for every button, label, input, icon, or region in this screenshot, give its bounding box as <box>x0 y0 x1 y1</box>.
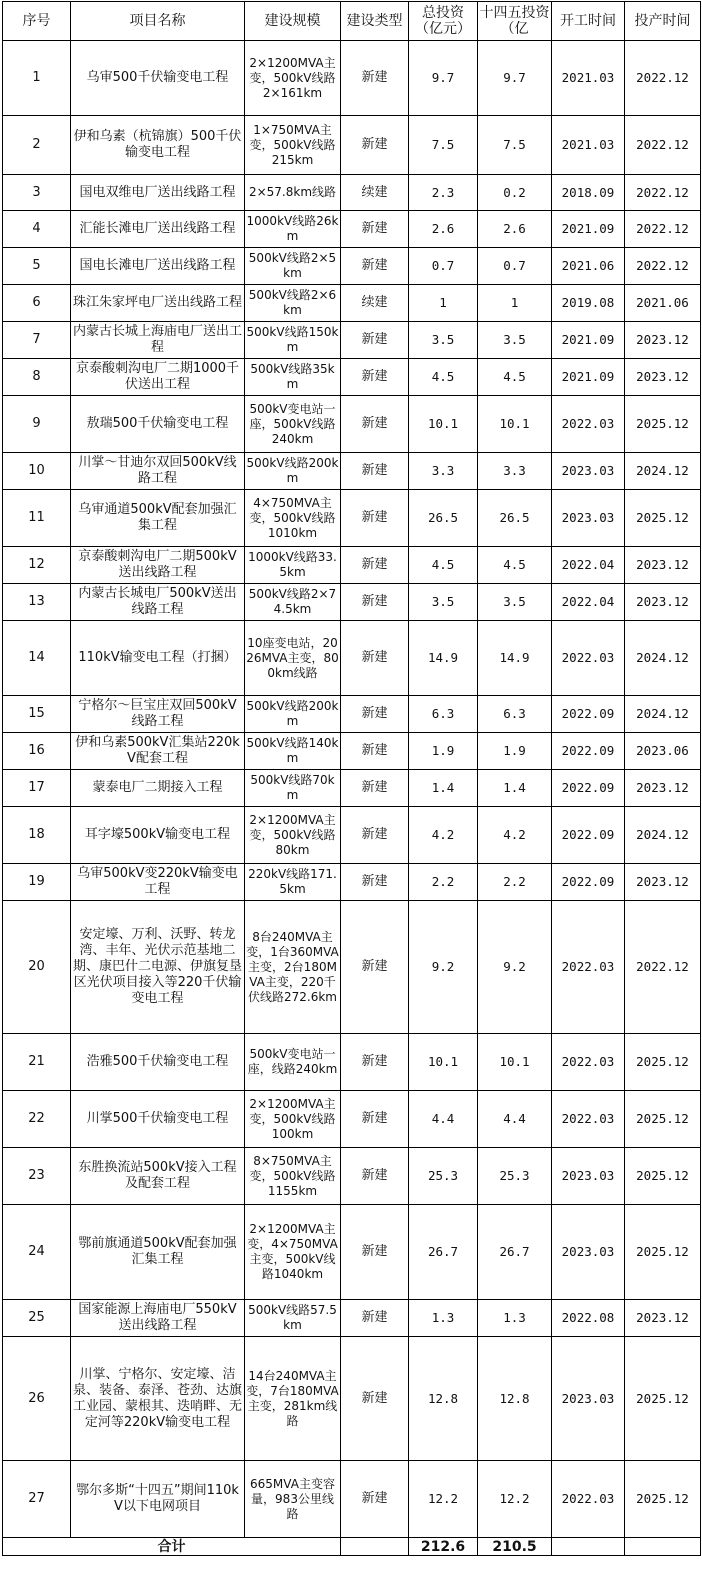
construction-scale: 500kV线路35km <box>245 359 341 396</box>
row-number: 4 <box>3 211 71 248</box>
construction-scale: 1000kV线路26km <box>245 211 341 248</box>
start-date: 2021.03 <box>552 116 625 175</box>
project-table <box>2 1 701 1556</box>
project-name: 川掌500千伏输变电工程 <box>71 1091 245 1148</box>
construction-type: 新建 <box>341 733 409 770</box>
completion-date: 2022.12 <box>625 211 701 248</box>
construction-scale: 500kV线路57.5km <box>245 1300 341 1337</box>
total-investment: 2.2 <box>409 864 478 901</box>
fyp-investment: 4.2 <box>478 807 552 864</box>
construction-scale: 8台240MVA主变，1台360MVA主变，2台180MVA主变，220千伏线路272.6km <box>245 901 341 1034</box>
construction-scale: 500kV线路140km <box>245 733 341 770</box>
project-name: 乌审500kV变220kV输变电工程 <box>71 864 245 901</box>
fyp-investment: 26.5 <box>478 490 552 547</box>
construction-scale: 500kV线路200km <box>245 696 341 733</box>
project-name: 浩雅500千伏输变电工程 <box>71 1034 245 1091</box>
construction-type: 新建 <box>341 1148 409 1205</box>
table-body <box>3 41 701 1556</box>
construction-scale: 500kV线路2×5km <box>245 248 341 285</box>
start-date: 2021.09 <box>552 322 625 359</box>
start-date: 2023.03 <box>552 1148 625 1205</box>
total-row <box>3 1538 701 1556</box>
table-row <box>3 211 701 248</box>
fyp-investment: 1.3 <box>478 1300 552 1337</box>
construction-scale: 2×1200MVA主变，4×750MVA主变，500kV线路1040km <box>245 1205 341 1300</box>
table-row <box>3 248 701 285</box>
total-investment: 6.3 <box>409 696 478 733</box>
project-name: 国电双维电厂送出线路工程 <box>71 175 245 211</box>
total-investment: 9.2 <box>409 901 478 1034</box>
empty-cell <box>552 1538 625 1556</box>
construction-type: 新建 <box>341 1205 409 1300</box>
construction-type: 新建 <box>341 864 409 901</box>
column-header: 开工时间 <box>552 2 625 41</box>
fyp-investment: 4.4 <box>478 1091 552 1148</box>
project-name: 内蒙古长城电厂500kV送出线路工程 <box>71 584 245 621</box>
project-name: 东胜换流站500kV接入工程及配套工程 <box>71 1148 245 1205</box>
column-header: 投产时间 <box>625 2 701 41</box>
start-date: 2022.04 <box>552 547 625 584</box>
total-investment: 26.7 <box>409 1205 478 1300</box>
start-date: 2021.03 <box>552 41 625 116</box>
total-investment: 1.4 <box>409 770 478 807</box>
completion-date: 2024.12 <box>625 621 701 696</box>
construction-type: 新建 <box>341 116 409 175</box>
project-name: 国电长滩电厂送出线路工程 <box>71 248 245 285</box>
start-date: 2022.03 <box>552 901 625 1034</box>
fyp-investment: 14.9 <box>478 621 552 696</box>
project-name: 川掌～甘迪尔双回500kV线路工程 <box>71 453 245 490</box>
start-date: 2023.03 <box>552 1205 625 1300</box>
completion-date: 2022.12 <box>625 175 701 211</box>
start-date: 2022.03 <box>552 1091 625 1148</box>
row-number: 7 <box>3 322 71 359</box>
construction-type: 新建 <box>341 211 409 248</box>
table-row <box>3 453 701 490</box>
start-date: 2022.03 <box>552 1461 625 1538</box>
completion-date: 2023.06 <box>625 733 701 770</box>
total-investment: 4.2 <box>409 807 478 864</box>
fyp-investment: 25.3 <box>478 1148 552 1205</box>
table-row <box>3 733 701 770</box>
fyp-investment: 3.5 <box>478 584 552 621</box>
completion-date: 2025.12 <box>625 396 701 453</box>
construction-type: 新建 <box>341 770 409 807</box>
project-name: 内蒙古长城上海庙电厂送出工程 <box>71 322 245 359</box>
table-row <box>3 1461 701 1538</box>
start-date: 2022.03 <box>552 621 625 696</box>
table-row <box>3 359 701 396</box>
total-investment: 3.5 <box>409 322 478 359</box>
total-investment: 4.5 <box>409 359 478 396</box>
construction-type: 新建 <box>341 696 409 733</box>
start-date: 2023.03 <box>552 453 625 490</box>
fyp-investment: 3.5 <box>478 322 552 359</box>
table-row <box>3 116 701 175</box>
total-investment: 2.3 <box>409 175 478 211</box>
project-name: 伊和乌素500kV汇集站220kV配套工程 <box>71 733 245 770</box>
table-row <box>3 41 701 116</box>
construction-scale: 665MVA主变容量，983公里线路 <box>245 1461 341 1538</box>
total-investment: 4.5 <box>409 547 478 584</box>
total-investment: 1.9 <box>409 733 478 770</box>
construction-type: 新建 <box>341 1337 409 1461</box>
table-row <box>3 621 701 696</box>
table-row <box>3 322 701 359</box>
total-investment: 9.7 <box>409 41 478 116</box>
completion-date: 2025.12 <box>625 1091 701 1148</box>
construction-type: 续建 <box>341 285 409 322</box>
fyp-investment: 12.8 <box>478 1337 552 1461</box>
total-investment: 25.3 <box>409 1148 478 1205</box>
total-investment: 3.5 <box>409 584 478 621</box>
table-row <box>3 396 701 453</box>
row-number: 6 <box>3 285 71 322</box>
fyp-investment: 12.2 <box>478 1461 552 1538</box>
completion-date: 2023.12 <box>625 359 701 396</box>
construction-type: 新建 <box>341 490 409 547</box>
total-investment: 4.4 <box>409 1091 478 1148</box>
construction-scale: 4×750MVA主变，500kV线路1010km <box>245 490 341 547</box>
column-header: 建设类型 <box>341 2 409 41</box>
total-label: 合计 <box>3 1538 341 1556</box>
start-date: 2022.09 <box>552 696 625 733</box>
project-name: 鄂前旗通道500kV配套加强汇集工程 <box>71 1205 245 1300</box>
row-number: 19 <box>3 864 71 901</box>
row-number: 13 <box>3 584 71 621</box>
completion-date: 2025.12 <box>625 1461 701 1538</box>
construction-scale: 1000kV线路33.5km <box>245 547 341 584</box>
fyp-investment: 4.5 <box>478 359 552 396</box>
project-name: 京泰酸刺沟电厂二期500kV送出线路工程 <box>71 547 245 584</box>
start-date: 2022.09 <box>552 770 625 807</box>
total-investment: 7.5 <box>409 116 478 175</box>
total-investment: 0.7 <box>409 248 478 285</box>
construction-type: 新建 <box>341 547 409 584</box>
construction-type: 新建 <box>341 453 409 490</box>
empty-cell <box>625 1538 701 1556</box>
row-number: 9 <box>3 396 71 453</box>
fyp-investment: 1.9 <box>478 733 552 770</box>
construction-scale: 2×1200MVA主变，500kV线路80km <box>245 807 341 864</box>
construction-scale: 8×750MVA主变，500kV线路1155km <box>245 1148 341 1205</box>
construction-type: 新建 <box>341 322 409 359</box>
construction-scale: 10座变电站，2026MVA主变，800km线路 <box>245 621 341 696</box>
construction-type: 新建 <box>341 396 409 453</box>
total-investment: 3.3 <box>409 453 478 490</box>
row-number: 22 <box>3 1091 71 1148</box>
construction-type: 新建 <box>341 807 409 864</box>
row-number: 10 <box>3 453 71 490</box>
fyp-investment: 4.5 <box>478 547 552 584</box>
project-name: 耳字壕500kV输变电工程 <box>71 807 245 864</box>
fyp-investment: 10.1 <box>478 396 552 453</box>
total-investment: 1.3 <box>409 1300 478 1337</box>
project-name: 敖瑞500千伏输变电工程 <box>71 396 245 453</box>
total-investment: 14.9 <box>409 621 478 696</box>
row-number: 26 <box>3 1337 71 1461</box>
project-name: 110kV输变电工程（打捆） <box>71 621 245 696</box>
fyp-investment: 10.1 <box>478 1034 552 1091</box>
completion-date: 2023.12 <box>625 770 701 807</box>
start-date: 2021.06 <box>552 248 625 285</box>
row-number: 12 <box>3 547 71 584</box>
project-name: 乌审500千伏输变电工程 <box>71 41 245 116</box>
start-date: 2021.09 <box>552 211 625 248</box>
row-number: 21 <box>3 1034 71 1091</box>
fyp-investment: 0.2 <box>478 175 552 211</box>
column-header: 序号 <box>3 2 71 41</box>
total-investment: 12.2 <box>409 1461 478 1538</box>
completion-date: 2022.12 <box>625 901 701 1034</box>
construction-scale: 500kV线路150km <box>245 322 341 359</box>
start-date: 2021.09 <box>552 359 625 396</box>
row-number: 25 <box>3 1300 71 1337</box>
construction-scale: 500kV线路2×6km <box>245 285 341 322</box>
table-row <box>3 175 701 211</box>
construction-scale: 500kV变电站一座，500kV线路240km <box>245 396 341 453</box>
project-name: 珠江朱家坪电厂送出线路工程 <box>71 285 245 322</box>
fyp-investment: 1.4 <box>478 770 552 807</box>
fyp-investment: 2.2 <box>478 864 552 901</box>
start-date: 2022.09 <box>552 864 625 901</box>
construction-type: 新建 <box>341 1300 409 1337</box>
start-date: 2023.03 <box>552 1337 625 1461</box>
fyp-investment: 9.7 <box>478 41 552 116</box>
start-date: 2023.03 <box>552 490 625 547</box>
construction-scale: 500kV线路200km <box>245 453 341 490</box>
table-row <box>3 584 701 621</box>
construction-type: 新建 <box>341 41 409 116</box>
construction-type: 新建 <box>341 901 409 1034</box>
fyp-investment: 0.7 <box>478 248 552 285</box>
table-row <box>3 1091 701 1148</box>
start-date: 2018.09 <box>552 175 625 211</box>
column-header: 项目名称 <box>71 2 245 41</box>
row-number: 5 <box>3 248 71 285</box>
total-investment: 10.1 <box>409 396 478 453</box>
project-name: 京泰酸刺沟电厂二期1000千伏送出工程 <box>71 359 245 396</box>
fyp-investment: 26.7 <box>478 1205 552 1300</box>
total-investment: 1 <box>409 285 478 322</box>
row-number: 11 <box>3 490 71 547</box>
row-number: 20 <box>3 901 71 1034</box>
completion-date: 2025.12 <box>625 1337 701 1461</box>
total-investment: 10.1 <box>409 1034 478 1091</box>
completion-date: 2025.12 <box>625 1205 701 1300</box>
table-row <box>3 807 701 864</box>
construction-type: 新建 <box>341 621 409 696</box>
construction-scale: 220kV线路171.5km <box>245 864 341 901</box>
column-header: 总投资（亿元） <box>409 2 478 41</box>
table-row <box>3 1337 701 1461</box>
table-row <box>3 770 701 807</box>
fyp-investment-sum: 210.5 <box>478 1538 552 1556</box>
table-row <box>3 864 701 901</box>
row-number: 8 <box>3 359 71 396</box>
construction-scale: 2×1200MVA主变，500kV线路100km <box>245 1091 341 1148</box>
total-investment-sum: 212.6 <box>409 1538 478 1556</box>
row-number: 24 <box>3 1205 71 1300</box>
table-row <box>3 1148 701 1205</box>
row-number: 23 <box>3 1148 71 1205</box>
project-name: 国家能源上海庙电厂550kV送出线路工程 <box>71 1300 245 1337</box>
table-row <box>3 490 701 547</box>
row-number: 27 <box>3 1461 71 1538</box>
construction-type: 新建 <box>341 584 409 621</box>
project-name: 蒙泰电厂二期接入工程 <box>71 770 245 807</box>
construction-scale: 14台240MVA主变，7台180MVA主变，281km线路 <box>245 1337 341 1461</box>
completion-date: 2023.12 <box>625 864 701 901</box>
completion-date: 2024.12 <box>625 807 701 864</box>
completion-date: 2024.12 <box>625 453 701 490</box>
start-date: 2022.08 <box>552 1300 625 1337</box>
table-row <box>3 547 701 584</box>
completion-date: 2022.12 <box>625 116 701 175</box>
header-row <box>3 2 701 41</box>
total-investment: 2.6 <box>409 211 478 248</box>
fyp-investment: 3.3 <box>478 453 552 490</box>
construction-scale: 2×1200MVA主变，500kV线路2×161km <box>245 41 341 116</box>
start-date: 2022.04 <box>552 584 625 621</box>
column-header: 建设规模 <box>245 2 341 41</box>
table-row <box>3 1034 701 1091</box>
project-name: 安定壕、万利、沃野、转龙湾、丰年、光伏示范基地二期、康巴什二电源、伊旗复垦区光伏项目接入等220千伏输变电工程 <box>71 901 245 1034</box>
empty-cell <box>341 1538 409 1556</box>
row-number: 16 <box>3 733 71 770</box>
row-number: 14 <box>3 621 71 696</box>
row-number: 17 <box>3 770 71 807</box>
table-row <box>3 285 701 322</box>
construction-type: 新建 <box>341 1034 409 1091</box>
project-name: 伊和乌素（杭锦旗）500千伏输变电工程 <box>71 116 245 175</box>
completion-date: 2025.12 <box>625 490 701 547</box>
row-number: 2 <box>3 116 71 175</box>
row-number: 15 <box>3 696 71 733</box>
row-number: 18 <box>3 807 71 864</box>
construction-type: 续建 <box>341 175 409 211</box>
fyp-investment: 9.2 <box>478 901 552 1034</box>
completion-date: 2023.12 <box>625 1300 701 1337</box>
start-date: 2019.08 <box>552 285 625 322</box>
start-date: 2022.03 <box>552 396 625 453</box>
column-header: 十四五投资（亿 <box>478 2 552 41</box>
completion-date: 2025.12 <box>625 1034 701 1091</box>
construction-scale: 500kV线路70km <box>245 770 341 807</box>
completion-date: 2022.12 <box>625 248 701 285</box>
construction-type: 新建 <box>341 359 409 396</box>
construction-scale: 500kV变电站一座，线路240km <box>245 1034 341 1091</box>
completion-date: 2025.12 <box>625 1148 701 1205</box>
total-investment: 26.5 <box>409 490 478 547</box>
completion-date: 2023.12 <box>625 584 701 621</box>
project-name: 鄂尔多斯“十四五”期间110kV以下电网项目 <box>71 1461 245 1538</box>
construction-type: 新建 <box>341 248 409 285</box>
completion-date: 2023.12 <box>625 322 701 359</box>
project-name: 乌审通道500kV配套加强汇集工程 <box>71 490 245 547</box>
fyp-investment: 2.6 <box>478 211 552 248</box>
row-number: 1 <box>3 41 71 116</box>
table-row <box>3 1205 701 1300</box>
total-investment: 12.8 <box>409 1337 478 1461</box>
completion-date: 2021.06 <box>625 285 701 322</box>
fyp-investment: 6.3 <box>478 696 552 733</box>
start-date: 2022.09 <box>552 733 625 770</box>
table-row <box>3 1300 701 1337</box>
construction-scale: 500kV线路2×74.5km <box>245 584 341 621</box>
start-date: 2022.03 <box>552 1034 625 1091</box>
project-name: 宁格尔～巨宝庄双回500kV线路工程 <box>71 696 245 733</box>
construction-type: 新建 <box>341 1461 409 1538</box>
project-name: 川掌、宁格尔、安定壕、洁泉、装备、泰泽、苍劲、达旗工业园、蒙根其、迭哨畔、无定河等220kV输变电工程 <box>71 1337 245 1461</box>
row-number: 3 <box>3 175 71 211</box>
project-name: 汇能长滩电厂送出线路工程 <box>71 211 245 248</box>
construction-scale: 2×57.8km线路 <box>245 175 341 211</box>
construction-scale: 1×750MVA主变，500kV线路215km <box>245 116 341 175</box>
construction-type: 新建 <box>341 1091 409 1148</box>
fyp-investment: 1 <box>478 285 552 322</box>
start-date: 2022.09 <box>552 807 625 864</box>
completion-date: 2023.12 <box>625 547 701 584</box>
table-row <box>3 696 701 733</box>
table-row <box>3 901 701 1034</box>
completion-date: 2022.12 <box>625 41 701 116</box>
completion-date: 2024.12 <box>625 696 701 733</box>
fyp-investment: 7.5 <box>478 116 552 175</box>
